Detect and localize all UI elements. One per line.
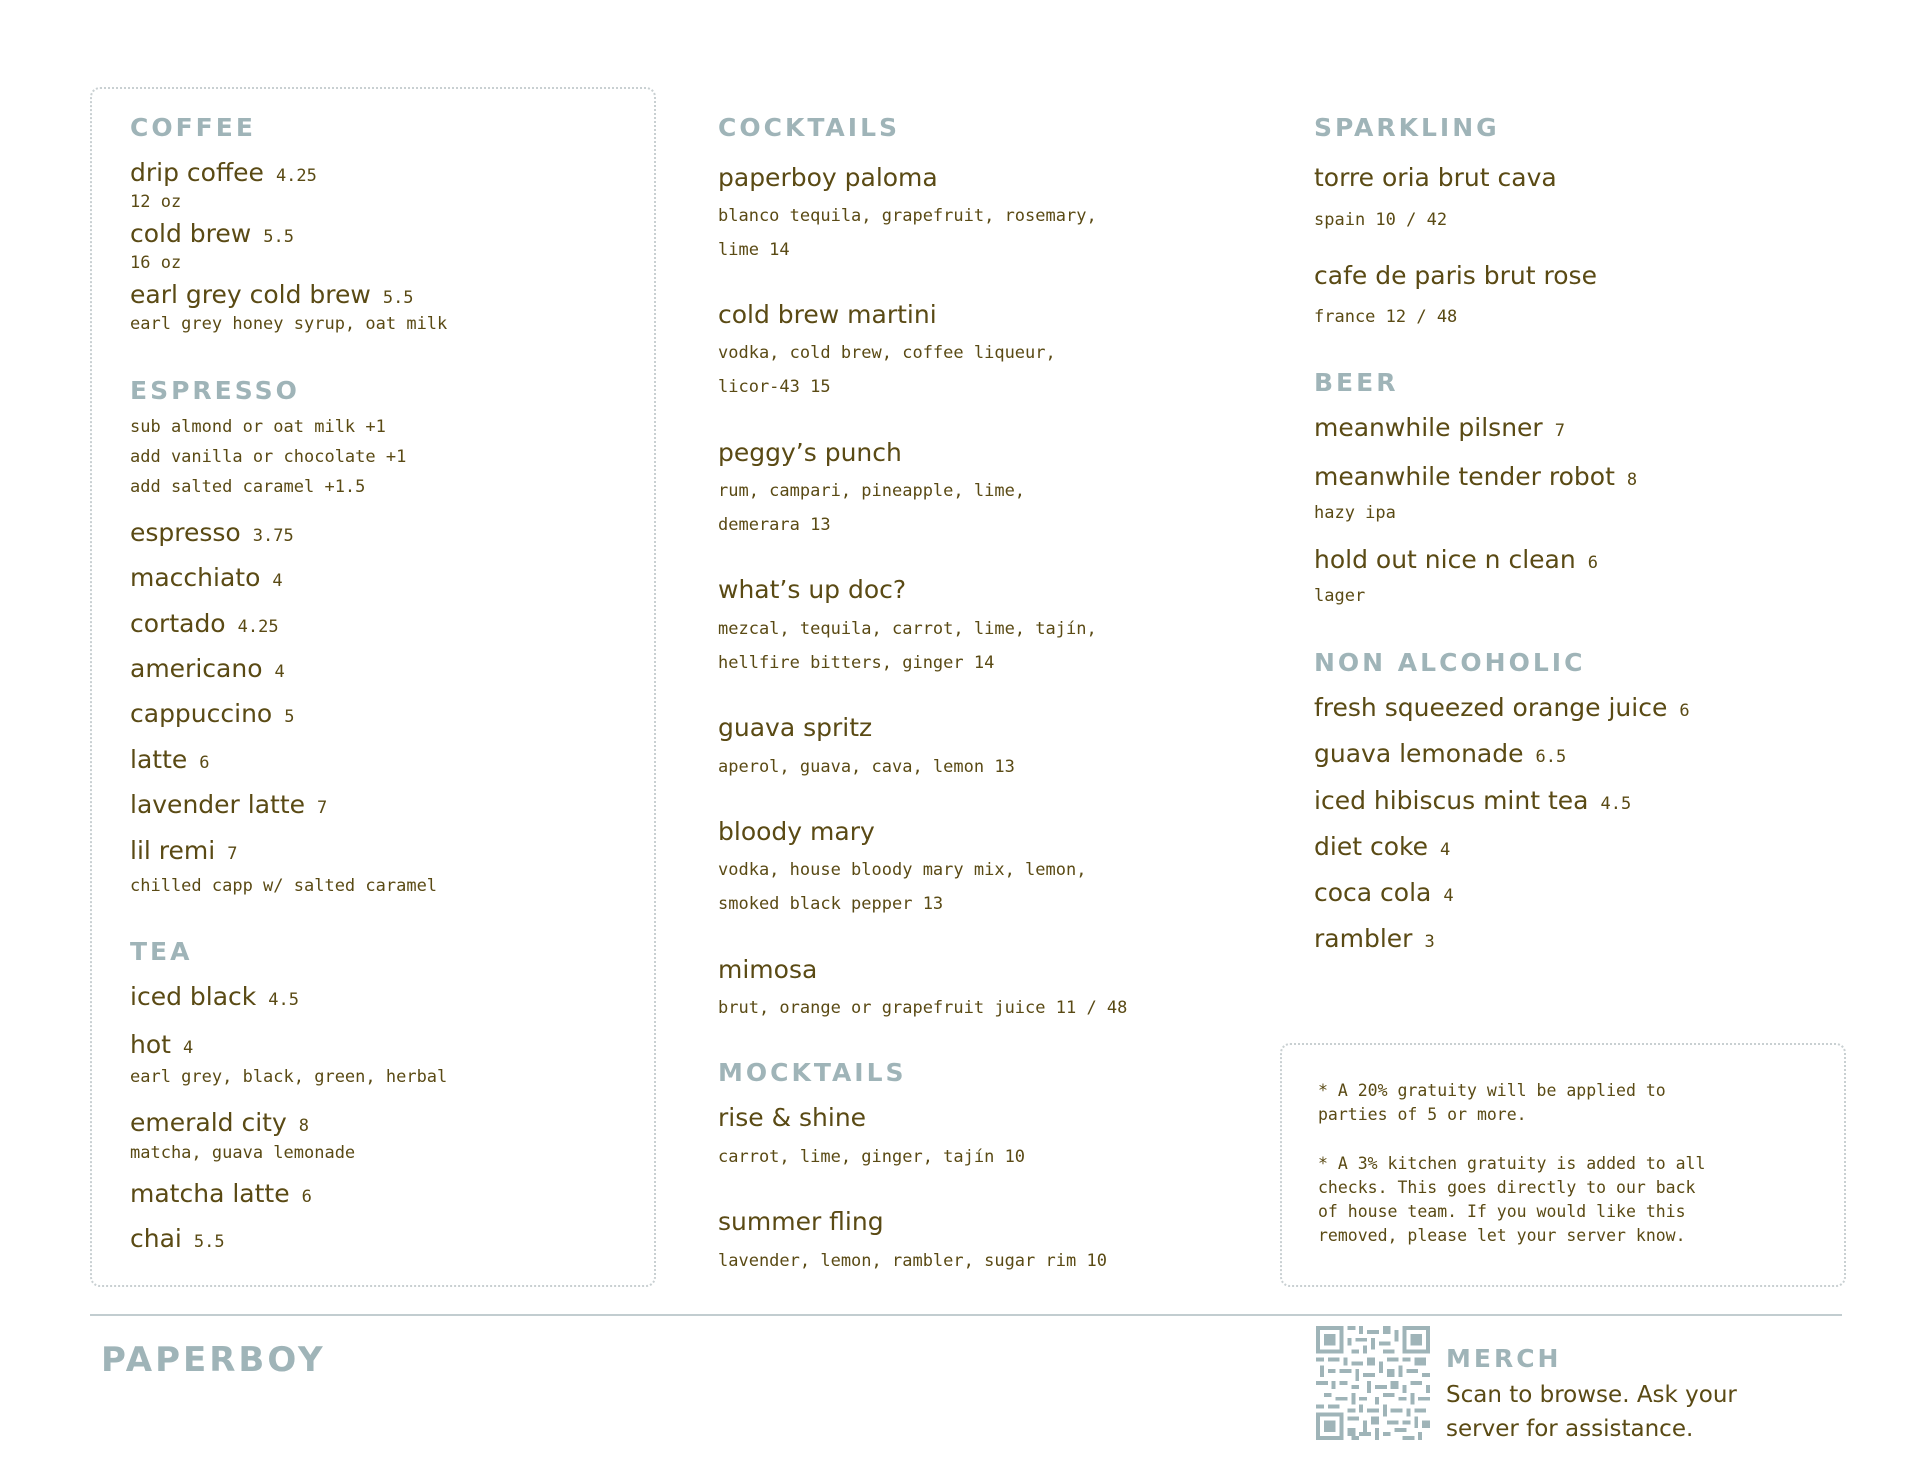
item-price: 4.5 [1600, 794, 1632, 814]
item-name: fresh squeezed orange juice [1314, 693, 1668, 722]
item-price: 6 [199, 753, 210, 773]
item-name: guava lemonade [1314, 739, 1524, 768]
addon-line: sub almond or oat milk +1 [130, 417, 386, 437]
kitchen-note-line: removed, please let your server know. [1318, 1226, 1686, 1245]
menu-item-meanwhile-pilsner [1314, 413, 1565, 442]
item-name: meanwhile pilsner [1314, 413, 1543, 442]
menu-item-lil-remi [130, 836, 237, 865]
menu-item-earl-grey-cold-brew [130, 280, 414, 309]
item-price: 4 [274, 662, 285, 682]
menu-item-mimosa: mimosa [718, 955, 818, 984]
item-price: 6 [1679, 701, 1690, 721]
menu-item-macchiato [130, 563, 283, 592]
item-desc: rum, campari, pineapple, lime, [718, 481, 1026, 501]
item-name: iced hibiscus mint tea [1314, 786, 1589, 815]
item-price: 5.5 [382, 288, 414, 308]
menu-item-paperboy-paloma: paperboy paloma [718, 163, 938, 192]
menu-item-torre-oria-brut-cava: torre oria brut cava [1314, 163, 1557, 192]
menu-item-americano [130, 654, 285, 683]
menu-item-espresso [130, 518, 294, 547]
item-desc: demerara 13 [718, 515, 831, 535]
item-desc: 16 oz [130, 253, 182, 273]
sparkling-heading: SPARKLING [1314, 113, 1500, 142]
item-price: 5.5 [263, 227, 294, 247]
menu-item-fresh-squeezed-orange-juice [1314, 693, 1690, 722]
item-price: 8 [1626, 470, 1638, 490]
item-price: 4.25 [237, 617, 279, 637]
menu-item-chai [130, 1224, 225, 1253]
menu-item-iced-hibiscus-mint-tea [1314, 786, 1631, 815]
kitchen-note-line: checks. This goes directly to our back [1318, 1178, 1696, 1197]
menu-item-summer-fling: summer fling [718, 1207, 884, 1236]
item-name: cold brew [130, 219, 252, 248]
item-desc: lager [1314, 586, 1366, 606]
menu-item-latte [130, 745, 210, 774]
item-name: rambler [1314, 924, 1413, 953]
non-alcoholic-heading: NON ALCOHOLIC [1314, 648, 1586, 677]
item-desc: vodka, cold brew, coffee liqueur, [718, 343, 1056, 363]
item-desc: blanco tequila, grapefruit, rosemary, [718, 206, 1097, 226]
item-price: 4.25 [275, 166, 317, 186]
menu-item-drip-coffee [130, 158, 317, 187]
item-name: lavender latte [130, 790, 306, 819]
item-desc: earl grey, black, green, herbal [130, 1067, 448, 1087]
kitchen-note-line: of house team. If you would like this [1318, 1202, 1686, 1221]
item-desc: carrot, lime, ginger, tajín 10 [718, 1147, 1026, 1167]
item-price: 8 [298, 1116, 310, 1136]
menu-item-cafe-de-paris-brut-rose: cafe de paris brut rose [1314, 261, 1597, 290]
item-price: 4 [272, 571, 283, 591]
item-price: 6 [301, 1187, 312, 1207]
menu-item-iced-black [130, 982, 299, 1011]
item-price: 3 [1424, 932, 1435, 952]
item-price: 7 [317, 798, 328, 818]
item-desc: hellfire bitters, ginger 14 [718, 653, 995, 673]
merch-text-line: server for assistance. [1446, 1416, 1694, 1442]
menu-item-bloody-mary: bloody mary [718, 817, 875, 846]
item-desc: mezcal, tequila, carrot, lime, tajín, [718, 619, 1097, 639]
item-price: 5 [284, 707, 295, 727]
menu-item-hold-out-nice-n-clean [1314, 545, 1598, 574]
item-name: hot [130, 1030, 171, 1059]
menu-item-cold-brew-martini: cold brew martini [718, 300, 937, 329]
item-desc: earl grey honey syrup, oat milk [130, 314, 448, 334]
item-desc: licor-43 15 [718, 377, 831, 397]
item-price: 5.5 [193, 1232, 225, 1252]
item-desc: vodka, house bloody mary mix, lemon, [718, 860, 1087, 880]
item-name: macchiato [130, 563, 261, 592]
menu-item-peggys-punch: peggy’s punch [718, 438, 902, 467]
item-name: diet coke [1314, 832, 1428, 861]
menu-item-cold-brew [130, 219, 294, 248]
item-name: chai [130, 1224, 182, 1253]
item-name: latte [130, 745, 188, 774]
coffee-heading: COFFEE [130, 113, 256, 142]
item-name: iced black [130, 982, 257, 1011]
item-name: earl grey cold brew [130, 280, 371, 309]
item-desc: chilled capp w/ salted caramel [130, 876, 438, 896]
item-price: 4 [1443, 886, 1454, 906]
gratuity-note-line: parties of 5 or more. [1318, 1105, 1527, 1124]
item-desc: hazy ipa [1314, 503, 1396, 523]
menu-item-diet-coke [1314, 832, 1450, 861]
item-price: 6.5 [1535, 747, 1567, 767]
item-desc: matcha, guava lemonade [130, 1143, 356, 1163]
item-name: meanwhile tender robot [1314, 462, 1615, 491]
espresso-heading: ESPRESSO [130, 376, 300, 405]
item-price: 4 [182, 1038, 194, 1058]
footer-divider [90, 1314, 1842, 1316]
item-price: 7 [227, 844, 238, 864]
addon-line: add vanilla or chocolate +1 [130, 447, 407, 467]
item-name: drip coffee [130, 158, 264, 187]
item-desc: 12 oz [130, 192, 182, 212]
menu-item-guava-spritz: guava spritz [718, 713, 873, 742]
item-price: 6 [1587, 553, 1598, 573]
item-name: americano [130, 654, 263, 683]
beer-heading: BEER [1314, 368, 1399, 397]
item-price: 4.5 [268, 990, 299, 1010]
item-desc: lime 14 [718, 240, 790, 260]
item-desc: lavender, lemon, rambler, sugar rim 10 [718, 1251, 1107, 1271]
item-desc: smoked black pepper 13 [718, 894, 944, 914]
menu-item-rambler [1314, 924, 1435, 953]
addon-line: add salted caramel +1.5 [130, 477, 366, 497]
menu-item-cortado [130, 609, 279, 638]
item-desc: spain 10 / 42 [1314, 210, 1448, 230]
gratuity-note-line: * A 20% gratuity will be applied to [1318, 1081, 1666, 1100]
qr-code-icon[interactable] [1316, 1326, 1430, 1440]
item-price: 7 [1554, 421, 1565, 441]
tea-heading: TEA [130, 937, 193, 966]
menu-item-meanwhile-tender-robot [1314, 462, 1637, 491]
brand-logo: PAPERBOY [101, 1340, 326, 1380]
item-desc: brut, orange or grapefruit juice 11 / 48 [718, 998, 1128, 1018]
merch-text-line: Scan to browse. Ask your [1446, 1382, 1737, 1408]
item-name: lil remi [130, 836, 216, 865]
item-desc: aperol, guava, cava, lemon 13 [718, 757, 1015, 777]
menu-item-guava-lemonade [1314, 739, 1566, 768]
item-name: emerald city [130, 1108, 287, 1137]
item-desc: france 12 / 48 [1314, 307, 1458, 327]
item-name: coca cola [1314, 878, 1432, 907]
merch-description [1446, 1378, 1737, 1446]
cocktails-heading: COCKTAILS [718, 113, 901, 142]
menu-item-matcha-latte [130, 1179, 312, 1208]
mocktails-heading: MOCKTAILS [718, 1058, 907, 1087]
merch-heading: MERCH [1446, 1344, 1562, 1373]
item-name: hold out nice n clean [1314, 545, 1576, 574]
menu-item-cappuccino [130, 699, 294, 728]
menu-item-rise-and-shine: rise & shine [718, 1103, 867, 1132]
item-name: cortado [130, 609, 226, 638]
menu-item-emerald-city [130, 1108, 309, 1137]
item-name: cappuccino [130, 699, 273, 728]
menu-item-hot [130, 1030, 193, 1059]
item-name: espresso [130, 518, 241, 547]
item-price: 3.75 [252, 526, 294, 546]
kitchen-note-line: * A 3% kitchen gratuity is added to all [1318, 1154, 1706, 1173]
menu-item-lavender-latte [130, 790, 327, 819]
item-price: 4 [1439, 840, 1451, 860]
menu-item-coca-cola [1314, 878, 1454, 907]
item-name: matcha latte [130, 1179, 290, 1208]
menu-item-whats-up-doc: what’s up doc? [718, 575, 907, 604]
